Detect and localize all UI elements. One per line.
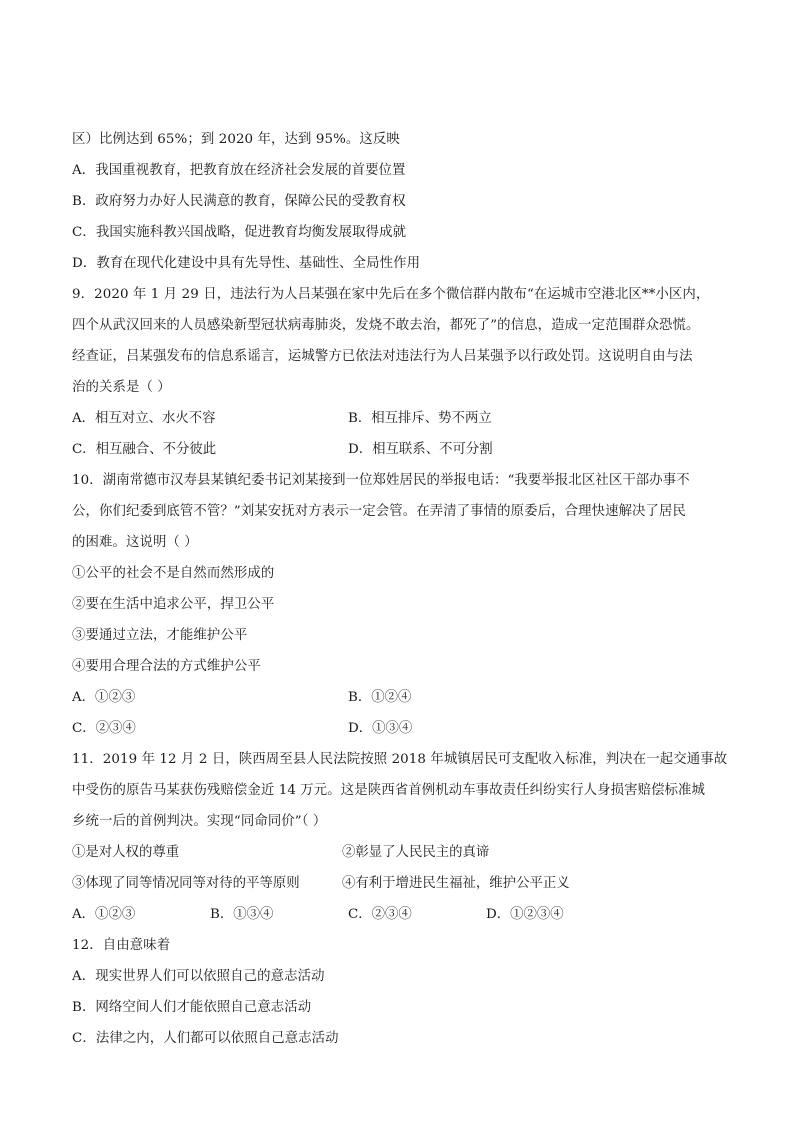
- q8-option-c: C．我国实施科教兴国战略，促进教育均衡发展取得成就: [72, 225, 407, 240]
- q9-options-row-1: [72, 403, 732, 434]
- q11-stem-line-2: 中受伤的原告马某获伤残赔偿金近 14 万元。这是陕西省首例机动车事故责任纠纷实行人身损害赔偿标准城: [72, 783, 706, 798]
- q9-stem-line-3: 经查证，吕某强发布的信息系谣言，运城警方已依法对违法行为人吕某强予以行政处罚。这说明自由与法: [72, 349, 693, 364]
- q11-statements-row-2: [72, 868, 732, 899]
- q10-options-row-1: [72, 682, 732, 713]
- q11-statement-1: ①是对人权的尊重: [72, 845, 180, 860]
- q10-statement-1: ①公平的社会不是自然而然形成的: [72, 566, 275, 581]
- q10-option-d: D．①③④: [348, 721, 413, 736]
- q9-stem-line-2: 四个从武汉回来的人员感染新型冠状病毒肺炎，发烧不敢去治，都死了”的信息，造成一定范围群众恐慌。: [72, 318, 700, 333]
- q8-option-d: D．教育在现代化建设中具有先导性、基础性、全局性作用: [72, 256, 421, 271]
- q10-option-a: A．①②③: [72, 690, 136, 705]
- q9-option-a: A．相互对立、水火不容: [72, 411, 216, 426]
- q11-stem-line-1: 11．2019 年 12 月 2 日，陕西周至县人民法院按照 2018 年城镇居民可支配收入标准，判决在一起交通事故: [72, 752, 728, 767]
- q10-stem-line-2: 公，你们纪委到底管不管？”刘某安抚对方表示一定会管。在弄清了事情的原委后，合理快速解决了居民: [72, 504, 687, 519]
- q12-option-c: C．法律之内，人们都可以依照自己意志活动: [72, 1031, 339, 1046]
- q10-stem-line-3: 的困难。这说明（ ）: [72, 535, 198, 550]
- q11-statement-2: ②彰显了人民民主的真谛: [342, 845, 490, 860]
- q9-option-b: B．相互排斥、势不两立: [348, 411, 492, 426]
- q8-option-a: A．我国重视教育，把教育放在经济社会发展的首要位置: [72, 163, 406, 178]
- q11-option-b: B．①③④: [210, 907, 274, 922]
- q11-option-a: A．①②③: [72, 907, 136, 922]
- q10-options-row-2: [72, 713, 732, 744]
- q11-option-d: D．①②③④: [486, 907, 564, 922]
- q11-statement-3: ③体现了同等情况同等对待的平等原则: [72, 876, 300, 891]
- q12-option-a: A．现实世界人们可以依照自己的意志活动: [72, 969, 325, 984]
- q8-stem-continuation: 区）比例达到 65%；到 2020 年，达到 95%。这反映: [72, 132, 400, 147]
- q9-option-d: D．相互联系、不可分割: [348, 442, 493, 457]
- q10-option-b: B．①②④: [348, 690, 412, 705]
- q9-option-c: C．相互融合、不分彼此: [72, 442, 217, 457]
- q11-option-c: C．②③④: [348, 907, 412, 922]
- q10-statement-2: ②要在生活中追求公平，捍卫公平: [72, 597, 275, 612]
- q11-stem-line-3: 乡统一后的首例判决。实现“同命同价”（ ）: [72, 814, 327, 829]
- q12-option-b: B．网络空间人们才能依照自己意志活动: [72, 1000, 312, 1015]
- exam-page: [72, 124, 732, 1054]
- q9-options-row-2: [72, 434, 732, 465]
- q9-stem-line-1: 9．2020 年 1 月 29 日，违法行为人吕某强在家中先后在多个微信群内散布“在运城市空港北区**小区内，: [72, 287, 710, 302]
- q11-options-row: [72, 899, 732, 930]
- q12-stem: 12．自由意味着: [72, 938, 171, 953]
- q11-statements-row-1: [72, 837, 732, 868]
- q10-statement-3: ③要通过立法，才能维护公平: [72, 628, 248, 643]
- q9-stem-line-4: 治的关系是（ ）: [72, 380, 171, 395]
- q11-statement-4: ④有利于增进民生福祉，维护公平正义: [342, 876, 570, 891]
- q10-stem-line-1: 10．湖南常德市汉寿县某镇纪委书记刘某接到一位郑姓居民的举报电话：“我要举报北区社区干部办事不: [72, 473, 690, 488]
- q8-option-b: B．政府努力办好人民满意的教育，保障公民的受教育权: [72, 194, 406, 209]
- q10-option-c: C．②③④: [72, 721, 136, 736]
- q10-statement-4: ④要用合理合法的方式维护公平: [72, 659, 261, 674]
